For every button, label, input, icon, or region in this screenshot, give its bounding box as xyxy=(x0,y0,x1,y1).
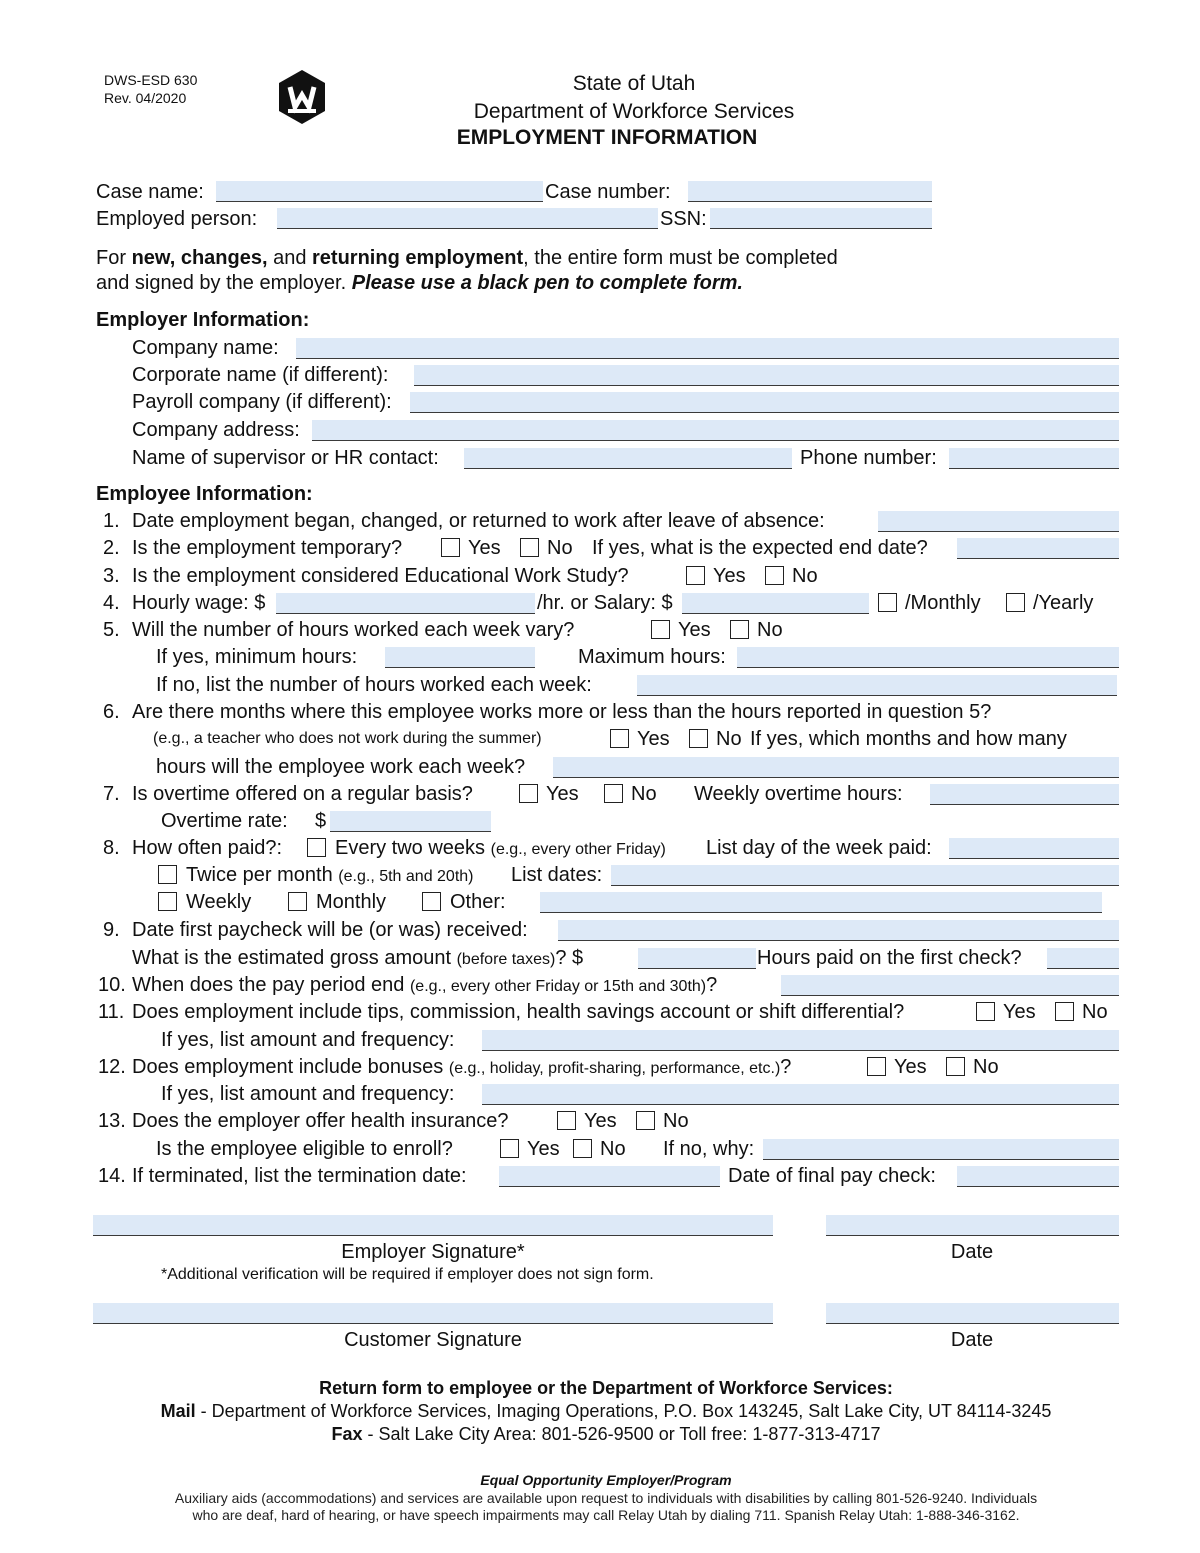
company-name-label: Company name: xyxy=(132,337,279,359)
q5-hours-field[interactable] xyxy=(637,675,1117,696)
corporate-name-label: Corporate name (if different): xyxy=(132,364,389,386)
q9-gross-label xyxy=(132,946,583,972)
question-number: 9. xyxy=(103,919,120,941)
q6-yes-label: Yes xyxy=(637,728,670,750)
intro-text: and signed by the employer. xyxy=(96,272,352,294)
q14-termination-field[interactable] xyxy=(499,1166,720,1187)
q2-no-label: No xyxy=(547,537,573,559)
q8-other-field[interactable] xyxy=(540,892,1102,913)
q8-weekly-checkbox[interactable] xyxy=(158,892,177,911)
q12-list-label: If yes, list amount and frequency: xyxy=(161,1083,455,1105)
q2-yes-checkbox[interactable] xyxy=(441,538,460,557)
q8-day-field[interactable] xyxy=(949,838,1119,859)
q13-yes-label: Yes xyxy=(584,1110,617,1132)
q1-label: Date employment began, changed, or returned to work after leave of absence: xyxy=(132,510,825,532)
q5-no-checkbox[interactable] xyxy=(730,620,749,639)
q8-dates-label: List dates: xyxy=(511,864,603,886)
corporate-name-field[interactable] xyxy=(414,365,1119,386)
q5-min-field[interactable] xyxy=(385,647,535,668)
q8-label: How often paid?: xyxy=(132,837,283,859)
intro-text: , the entire form must be completed xyxy=(523,247,838,269)
fax-text: - Salt Lake City Area: 801-526-9500 or Toll free: 1-877-313-4717 xyxy=(362,1424,881,1444)
employer-date-label: Date xyxy=(950,1241,994,1263)
q7-label: Is overtime offered on a regular basis? xyxy=(132,783,473,805)
q6-hours-label: hours will the employee work each week? xyxy=(156,756,526,778)
case-name-field[interactable] xyxy=(216,181,543,202)
q2-yes-label: Yes xyxy=(468,537,501,559)
q4-salary-field[interactable] xyxy=(682,593,869,614)
q10-text: When does the pay period end xyxy=(132,974,410,996)
q9-hours-label: Hours paid on the first check? xyxy=(757,947,1022,969)
q7-rate-field[interactable] xyxy=(330,811,491,832)
q13-label: Does the employer offer health insurance? xyxy=(132,1110,509,1132)
q7-rate-dollar: $ xyxy=(315,810,327,832)
question-number: 7. xyxy=(103,783,120,805)
intro-text: For xyxy=(96,247,132,269)
question-number: 8. xyxy=(103,837,120,859)
q9-gross-dollar: ? $ xyxy=(555,947,584,969)
intro-text: and xyxy=(267,247,313,269)
q4-monthly-label: /Monthly xyxy=(905,592,981,614)
q14-final-pay-field[interactable] xyxy=(957,1166,1119,1187)
question-number: 6. xyxy=(103,701,120,723)
q6-hours-field[interactable] xyxy=(553,757,1119,778)
q2-end-date-label: If yes, what is the expected end date? xyxy=(592,537,928,559)
q8-twice-label xyxy=(186,863,474,889)
return-instruction: Return form to employee or the Department of Workforce Services: xyxy=(319,1378,893,1398)
company-address-field[interactable] xyxy=(312,420,1119,441)
q6-no-checkbox[interactable] xyxy=(689,729,708,748)
q8-two-weeks-example: (e.g., every other Friday) xyxy=(490,841,666,858)
q3-no-label: No xyxy=(792,565,818,587)
q10-end: ? xyxy=(706,974,718,996)
question-number: 11. xyxy=(98,1001,125,1023)
q4-monthly-checkbox[interactable] xyxy=(878,593,897,612)
intro-line-2 xyxy=(96,271,743,295)
q5-yes-checkbox[interactable] xyxy=(651,620,670,639)
q13-why-field[interactable] xyxy=(763,1139,1119,1160)
dws-logo-icon xyxy=(277,69,327,125)
q12-no-checkbox[interactable] xyxy=(946,1057,965,1076)
q6-label: Are there months where this employee works more or less than the hours reported in question 5? xyxy=(132,701,992,723)
q3-no-checkbox[interactable] xyxy=(765,566,784,585)
question-number: 10. xyxy=(98,974,126,996)
q8-twice-checkbox[interactable] xyxy=(158,865,177,884)
q7-no-label: No xyxy=(631,783,657,805)
q5-label: Will the number of hours worked each week vary? xyxy=(132,619,575,641)
q9-date-field[interactable] xyxy=(558,920,1119,941)
q5-yes-label: Yes xyxy=(678,619,711,641)
q4-salary-label: /hr. or Salary: $ xyxy=(537,592,673,614)
employed-person-label: Employed person: xyxy=(96,208,258,230)
fax-info xyxy=(0,1424,1200,1445)
fax-label: Fax xyxy=(331,1424,363,1444)
phone-field[interactable] xyxy=(949,448,1119,469)
company-address-label: Company address: xyxy=(132,419,300,441)
q14-label: If terminated, list the termination date: xyxy=(132,1165,467,1187)
q9-gross-text: What is the estimated gross amount xyxy=(132,947,457,969)
question-number: 4. xyxy=(103,592,120,614)
intro-bold: returning employment xyxy=(312,247,524,269)
phone-label: Phone number: xyxy=(800,447,937,469)
q5-max-label: Maximum hours: xyxy=(578,646,726,668)
q9-label: Date first paycheck will be (or was) received: xyxy=(132,919,528,941)
q8-monthly-checkbox[interactable] xyxy=(288,892,307,911)
ssn-field[interactable] xyxy=(710,208,932,229)
q11-yes-label: Yes xyxy=(1003,1001,1036,1023)
q8-twice-example: (e.g., 5th and 20th) xyxy=(338,868,474,885)
auxiliary-aids-line-1: Auxiliary aids (accommodations) and services are available upon request to individuals with disabilities by calling 801-526-9240. Individuals xyxy=(174,1490,1038,1506)
q12-example: (e.g., holiday, profit-sharing, performance, etc.) xyxy=(448,1060,781,1077)
q12-label xyxy=(132,1055,791,1081)
q9-hours-field[interactable] xyxy=(1047,948,1119,969)
q2-no-checkbox[interactable] xyxy=(520,538,539,557)
q10-label xyxy=(132,973,717,999)
question-number: 3. xyxy=(103,565,120,587)
q8-other-label: Other: xyxy=(450,891,506,913)
employer-heading: Employer Information: xyxy=(96,309,310,331)
case-number-label: Case number: xyxy=(545,181,671,203)
q8-other-checkbox[interactable] xyxy=(422,892,441,911)
q8-two-weeks-label xyxy=(335,836,666,862)
employer-date-field[interactable] xyxy=(826,1215,1119,1236)
q14-final-label: Date of final pay check: xyxy=(728,1165,936,1187)
q6-if-yes-label: If yes, which months and how many xyxy=(750,728,1067,750)
signature-note: *Additional verification will be required if employer does not sign form. xyxy=(161,1266,654,1283)
case-name-label: Case name: xyxy=(96,181,204,203)
auxiliary-aids-line-2: who are deaf, hard of hearing, or have speech impairments may call Relay Utah by dialing 711. Spanish Relay Utah: 1-888-346-3162. xyxy=(192,1507,1020,1523)
form-revision: Rev. 04/2020 xyxy=(104,90,187,106)
q12-list-field[interactable] xyxy=(482,1084,1119,1105)
q13-enroll-no-label: No xyxy=(600,1138,626,1160)
page-title: EMPLOYMENT INFORMATION xyxy=(456,126,758,149)
black-pen-instruction: Please use a black pen to complete form. xyxy=(351,272,743,294)
eeo-statement: Equal Opportunity Employer/Program xyxy=(480,1472,732,1488)
q10-field[interactable] xyxy=(781,975,1119,996)
q1-date-field[interactable] xyxy=(878,511,1119,532)
q7-yes-checkbox[interactable] xyxy=(519,784,538,803)
q6-yes-checkbox[interactable] xyxy=(610,729,629,748)
q11-yes-checkbox[interactable] xyxy=(976,1002,995,1021)
q10-example: (e.g., every other Friday or 15th and 30th) xyxy=(409,978,707,995)
employee-heading: Employee Information: xyxy=(96,483,313,505)
q13-why-label: If no, why: xyxy=(663,1138,755,1160)
q8-two-weeks-checkbox[interactable] xyxy=(307,838,326,857)
mail-label: Mail xyxy=(160,1401,196,1421)
q8-weekly-label: Weekly xyxy=(186,891,252,913)
customer-signature-field[interactable] xyxy=(93,1303,773,1324)
q4-yearly-label: /Yearly xyxy=(1033,592,1094,614)
q13-enroll-yes-checkbox[interactable] xyxy=(500,1139,519,1158)
q13-no-label: No xyxy=(663,1110,689,1132)
q8-monthly-label: Monthly xyxy=(316,891,387,913)
supervisor-field[interactable] xyxy=(464,448,792,469)
q13-no-checkbox[interactable] xyxy=(636,1111,655,1130)
q6-no-label: No xyxy=(716,728,742,750)
q11-label: Does employment include tips, commission, health savings account or shift differential? xyxy=(132,1001,905,1023)
q5-hours-label: If no, list the number of hours worked each week: xyxy=(156,674,592,696)
q11-no-checkbox[interactable] xyxy=(1055,1002,1074,1021)
question-number: 5. xyxy=(103,619,120,641)
mail-text: - Department of Workforce Services, Imaging Operations, P.O. Box 143245, Salt Lake City, UT 84114-3245 xyxy=(195,1401,1052,1421)
employer-signature-field[interactable] xyxy=(93,1215,773,1236)
q13-enroll-label: Is the employee eligible to enroll? xyxy=(156,1138,453,1160)
question-number: 2. xyxy=(103,537,120,559)
case-number-field[interactable] xyxy=(688,181,932,202)
customer-signature-label: Customer Signature xyxy=(344,1329,522,1351)
question-number: 13. xyxy=(98,1110,126,1132)
q7-weekly-label: Weekly overtime hours: xyxy=(694,783,903,805)
q12-no-label: No xyxy=(973,1056,999,1078)
intro-bold: new, changes, xyxy=(131,247,268,269)
customer-date-field[interactable] xyxy=(826,1303,1119,1324)
question-number: 1. xyxy=(103,510,120,532)
q13-enroll-no-checkbox[interactable] xyxy=(573,1139,592,1158)
intro-line-1 xyxy=(96,246,838,270)
q11-no-label: No xyxy=(1082,1001,1108,1023)
ssn-label: SSN: xyxy=(660,208,707,230)
department-name: Department of Workforce Services xyxy=(473,100,795,123)
company-name-field[interactable] xyxy=(296,338,1119,359)
q3-yes-checkbox[interactable] xyxy=(686,566,705,585)
q2-label: Is the employment temporary? xyxy=(132,537,403,559)
q9-gross-field[interactable] xyxy=(638,948,756,969)
q8-day-label: List day of the week paid: xyxy=(706,837,932,859)
supervisor-label: Name of supervisor or HR contact: xyxy=(132,447,439,469)
q4-yearly-checkbox[interactable] xyxy=(1006,593,1025,612)
question-number: 12. xyxy=(98,1056,126,1078)
q2-end-date-field[interactable] xyxy=(957,538,1119,559)
q7-yes-label: Yes xyxy=(546,783,579,805)
q13-yes-checkbox[interactable] xyxy=(557,1111,576,1130)
q6-example: (e.g., a teacher who does not work during the summer) xyxy=(153,730,542,747)
q8-two-weeks-text: Every two weeks xyxy=(335,837,486,859)
payroll-company-label: Payroll company (if different): xyxy=(132,391,392,413)
q5-max-field[interactable] xyxy=(737,647,1119,668)
q11-list-label: If yes, list amount and frequency: xyxy=(161,1029,455,1051)
q7-weekly-field[interactable] xyxy=(930,784,1119,805)
mail-address xyxy=(0,1401,1200,1422)
q7-no-checkbox[interactable] xyxy=(604,784,623,803)
customer-date-label: Date xyxy=(950,1329,994,1351)
q12-text: Does employment include bonuses xyxy=(132,1056,449,1078)
q12-end: ? xyxy=(780,1056,792,1078)
employed-person-field[interactable] xyxy=(277,208,658,229)
employer-signature-label: Employer Signature* xyxy=(341,1241,525,1263)
q3-yes-label: Yes xyxy=(713,565,746,587)
q12-yes-label: Yes xyxy=(894,1056,927,1078)
form-code: DWS-ESD 630 xyxy=(104,72,198,88)
q7-rate-label: Overtime rate: xyxy=(161,810,288,832)
q8-dates-field[interactable] xyxy=(611,865,1119,886)
q4-hourly-field[interactable] xyxy=(276,593,535,614)
q3-label: Is the employment considered Educational Work Study? xyxy=(132,565,629,587)
q8-twice-text: Twice per month xyxy=(186,864,333,886)
q12-yes-checkbox[interactable] xyxy=(867,1057,886,1076)
q9-gross-example: (before taxes) xyxy=(456,951,556,968)
q11-list-field[interactable] xyxy=(482,1030,1119,1051)
q4-hourly-label: Hourly wage: $ xyxy=(132,592,266,614)
question-number: 14. xyxy=(98,1165,126,1187)
state-name: State of Utah xyxy=(572,72,696,95)
q13-enroll-yes-label: Yes xyxy=(527,1138,560,1160)
q5-min-label: If yes, minimum hours: xyxy=(156,646,358,668)
q5-no-label: No xyxy=(757,619,783,641)
payroll-company-field[interactable] xyxy=(410,392,1119,413)
